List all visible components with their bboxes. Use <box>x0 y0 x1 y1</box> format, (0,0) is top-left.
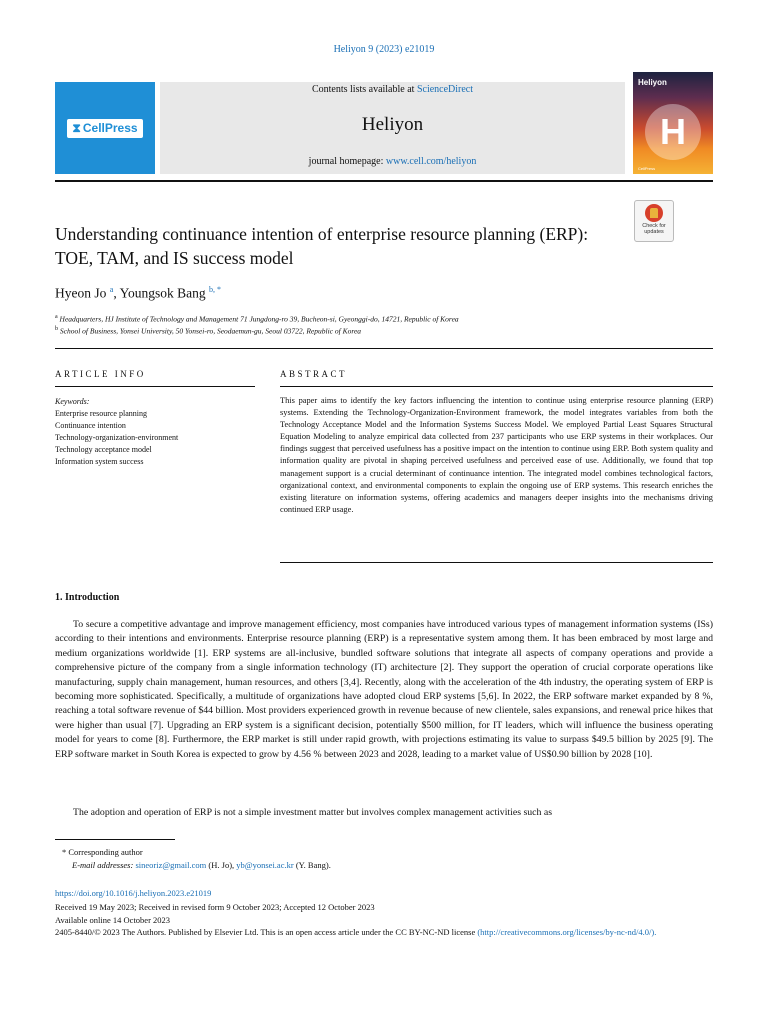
journal-cover-image[interactable] <box>633 72 713 174</box>
license-link[interactable]: (http://creativecommons.org/licenses/by-nc-nd/4.0/). <box>477 927 657 937</box>
keyword-item: Technology-organization-environment <box>55 433 179 442</box>
check-updates-label: Check for updates <box>642 223 666 235</box>
email-addresses: E-mail addresses: sineoriz@gmail.com (H. Jo), yb@yonsei.ac.kr (Y. Bang). <box>72 860 331 870</box>
keywords-label: Keywords: <box>55 397 90 406</box>
header-divider <box>55 180 713 182</box>
email-link[interactable]: sineoriz@gmail.com <box>135 860 207 870</box>
affiliation-b: $^b$ School of Business, Yonsei University, 50 Yonsei-ro, Seodaemun-gu, Seoul 03722, Republic of Korea <box>55 326 362 336</box>
available-online-date: Available online 14 October 2023 <box>55 915 171 925</box>
contents-line: Contents lists available at ScienceDirect <box>311 84 474 95</box>
article-title: Understanding continuance intention of enterprise resource planning (ERP): TOE, TAM, and IS success model <box>55 224 589 268</box>
homepage-line: journal homepage: www.cell.com/heliyon <box>308 156 477 167</box>
body-paragraph: The adoption and operation of ERP is not a simple investment matter but involves complex management activities such as <box>73 807 553 818</box>
author-name: Hyeon Jo <box>55 285 107 301</box>
affiliation-link[interactable]: b, * <box>208 285 221 294</box>
journal-name: Heliyon <box>361 114 424 135</box>
journal-citation[interactable]: Heliyon 9 (2023) e21019 <box>333 44 435 55</box>
keyword-item: Information system success <box>55 457 144 466</box>
received-dates: Received 19 May 2023; Received in revised form 9 October 2023; Accepted 12 October 2023 <box>55 902 375 912</box>
keyword-item: Continuance intention <box>55 421 126 430</box>
author-list: Hyeon Jo $^a$, Youngsok Bang $^{b, *}$ <box>55 285 221 301</box>
cellpress-logo[interactable] <box>55 82 155 174</box>
abstract-bottom-divider <box>280 562 713 563</box>
email-link[interactable]: yb@yonsei.ac.kr <box>236 860 294 870</box>
sciencedirect-link[interactable]: ScienceDirect <box>416 84 474 95</box>
doi-link[interactable]: https://doi.org/10.1016/j.heliyon.2023.e21019 <box>55 888 212 898</box>
homepage-link[interactable]: www.cell.com/heliyon <box>385 156 477 167</box>
keyword-item: Technology acceptance model <box>55 445 152 454</box>
author-name: Youngsok Bang <box>119 285 206 301</box>
affiliation-link[interactable]: a <box>109 285 114 294</box>
license-statement: 2405-8440/© 2023 The Authors. Published by Elsevier Ltd. This is an open access article under the CC BY-NC-ND license (http://creativecommons.org/licenses/by-nc-nd/4.0/). <box>55 927 657 937</box>
cover-footer: CellPress <box>638 166 656 171</box>
section-heading-introduction: 1. Introduction <box>55 592 120 603</box>
cover-title: Heliyon <box>638 78 667 87</box>
journal-masthead <box>160 82 625 174</box>
check-for-updates-button[interactable] <box>634 200 674 242</box>
cover-h-logo: H <box>645 104 701 160</box>
footnote-divider <box>55 839 175 840</box>
article-info-divider <box>55 386 255 387</box>
keyword-item: Enterprise resource planning <box>55 409 147 418</box>
body-paragraph: To secure a competitive advantage and improve management efficiency, most companies have introduced various types of management information systems (ISs) according to their intentions and environments. Enterprise resource planning (ERP) is a representative system among them. It has been embraced by most large and medium organizations worldwide [1]. ERP systems are all-inclusive, bundled software solutions that integrate all aspects of company operations and provide a comprehensive picture of the company from a single information technology (IT) architecture [2]. They support the operation of crucial corporate operations like manufacturing, supply chain management, human resources, and others [3,4]. Recently, along with the acceleration of the 4th industry, the operating system of ERP is becoming more sophisticated. Specifically, a multitude of organizations have adopted cloud ERP systems [5,6]. In 2022, the ERP software market expanded by 8 %, reaching a total software revenue of $44 billion. Most providers experienced growth in revenue because of new clientele, sales expansions, and renewal price hikes that were higher than usual [7]. Upgrading an ERP system is a significant decision, potentially $500 million, for IT leaders, which will influence the business operating model for years to come [8]. Furthermore, the ERP market is still under rapid growth, with projections estimating its value to surpass $49.5 billion by 2025 [9]. The ERP software market in South Korea is expected to grow by 4.56 % between 2023 and 2028, leading to a market value of US$0.90 billion by 2028 [10]. <box>55 619 713 760</box>
article-info-heading: ARTICLE INFO <box>55 369 146 379</box>
abstract-divider <box>280 386 713 387</box>
keywords-block <box>55 396 255 468</box>
affiliation-divider <box>55 348 713 349</box>
cellpress-logo-text: CellPress <box>82 121 138 135</box>
link-icon: ⧗ <box>72 120 81 135</box>
abstract-heading: ABSTRACT <box>280 369 348 379</box>
corresponding-author-note: * Corresponding author <box>62 847 143 857</box>
abstract-text: This paper aims to identify the key factors influencing the intention to continue using enterprise resource planning (ERP) systems. Extending the Technology-Organization-Environment framework, the model integrates variables from both the Technology Acceptance Model and the Information Systems Success Model. We employed Partial Least Squares Structural Equation Modeling to analyze empirical data collected from 237 participants who use ERP systems in their workplaces. Our findings suggest that perceived usefulness has a positive impact on the intention to continue using ERP. Both system quality and information quality are pivotal in shaping perceived usefulness and perceived ease of use. Additionally, we found that top management support is a crucial determinant of continuance intention. The integrated model combines technological factors, organizational context, and environmental components to explain the ongoing use of ERP systems. This research enriches the existing literature on information systems, offering academics and managers deeper insights into the mechanisms driving continued ERP usage. <box>280 396 713 514</box>
cellpress-logo-badge <box>67 119 142 138</box>
crossmark-icon <box>645 204 663 222</box>
affiliation-a: $^a$ Headquarters, HJ Institute of Technology and Management 71 Jungdong-ro 39, Bucheon-si, Gyeonggi-do, 14721, Republic of Korea <box>55 314 459 324</box>
